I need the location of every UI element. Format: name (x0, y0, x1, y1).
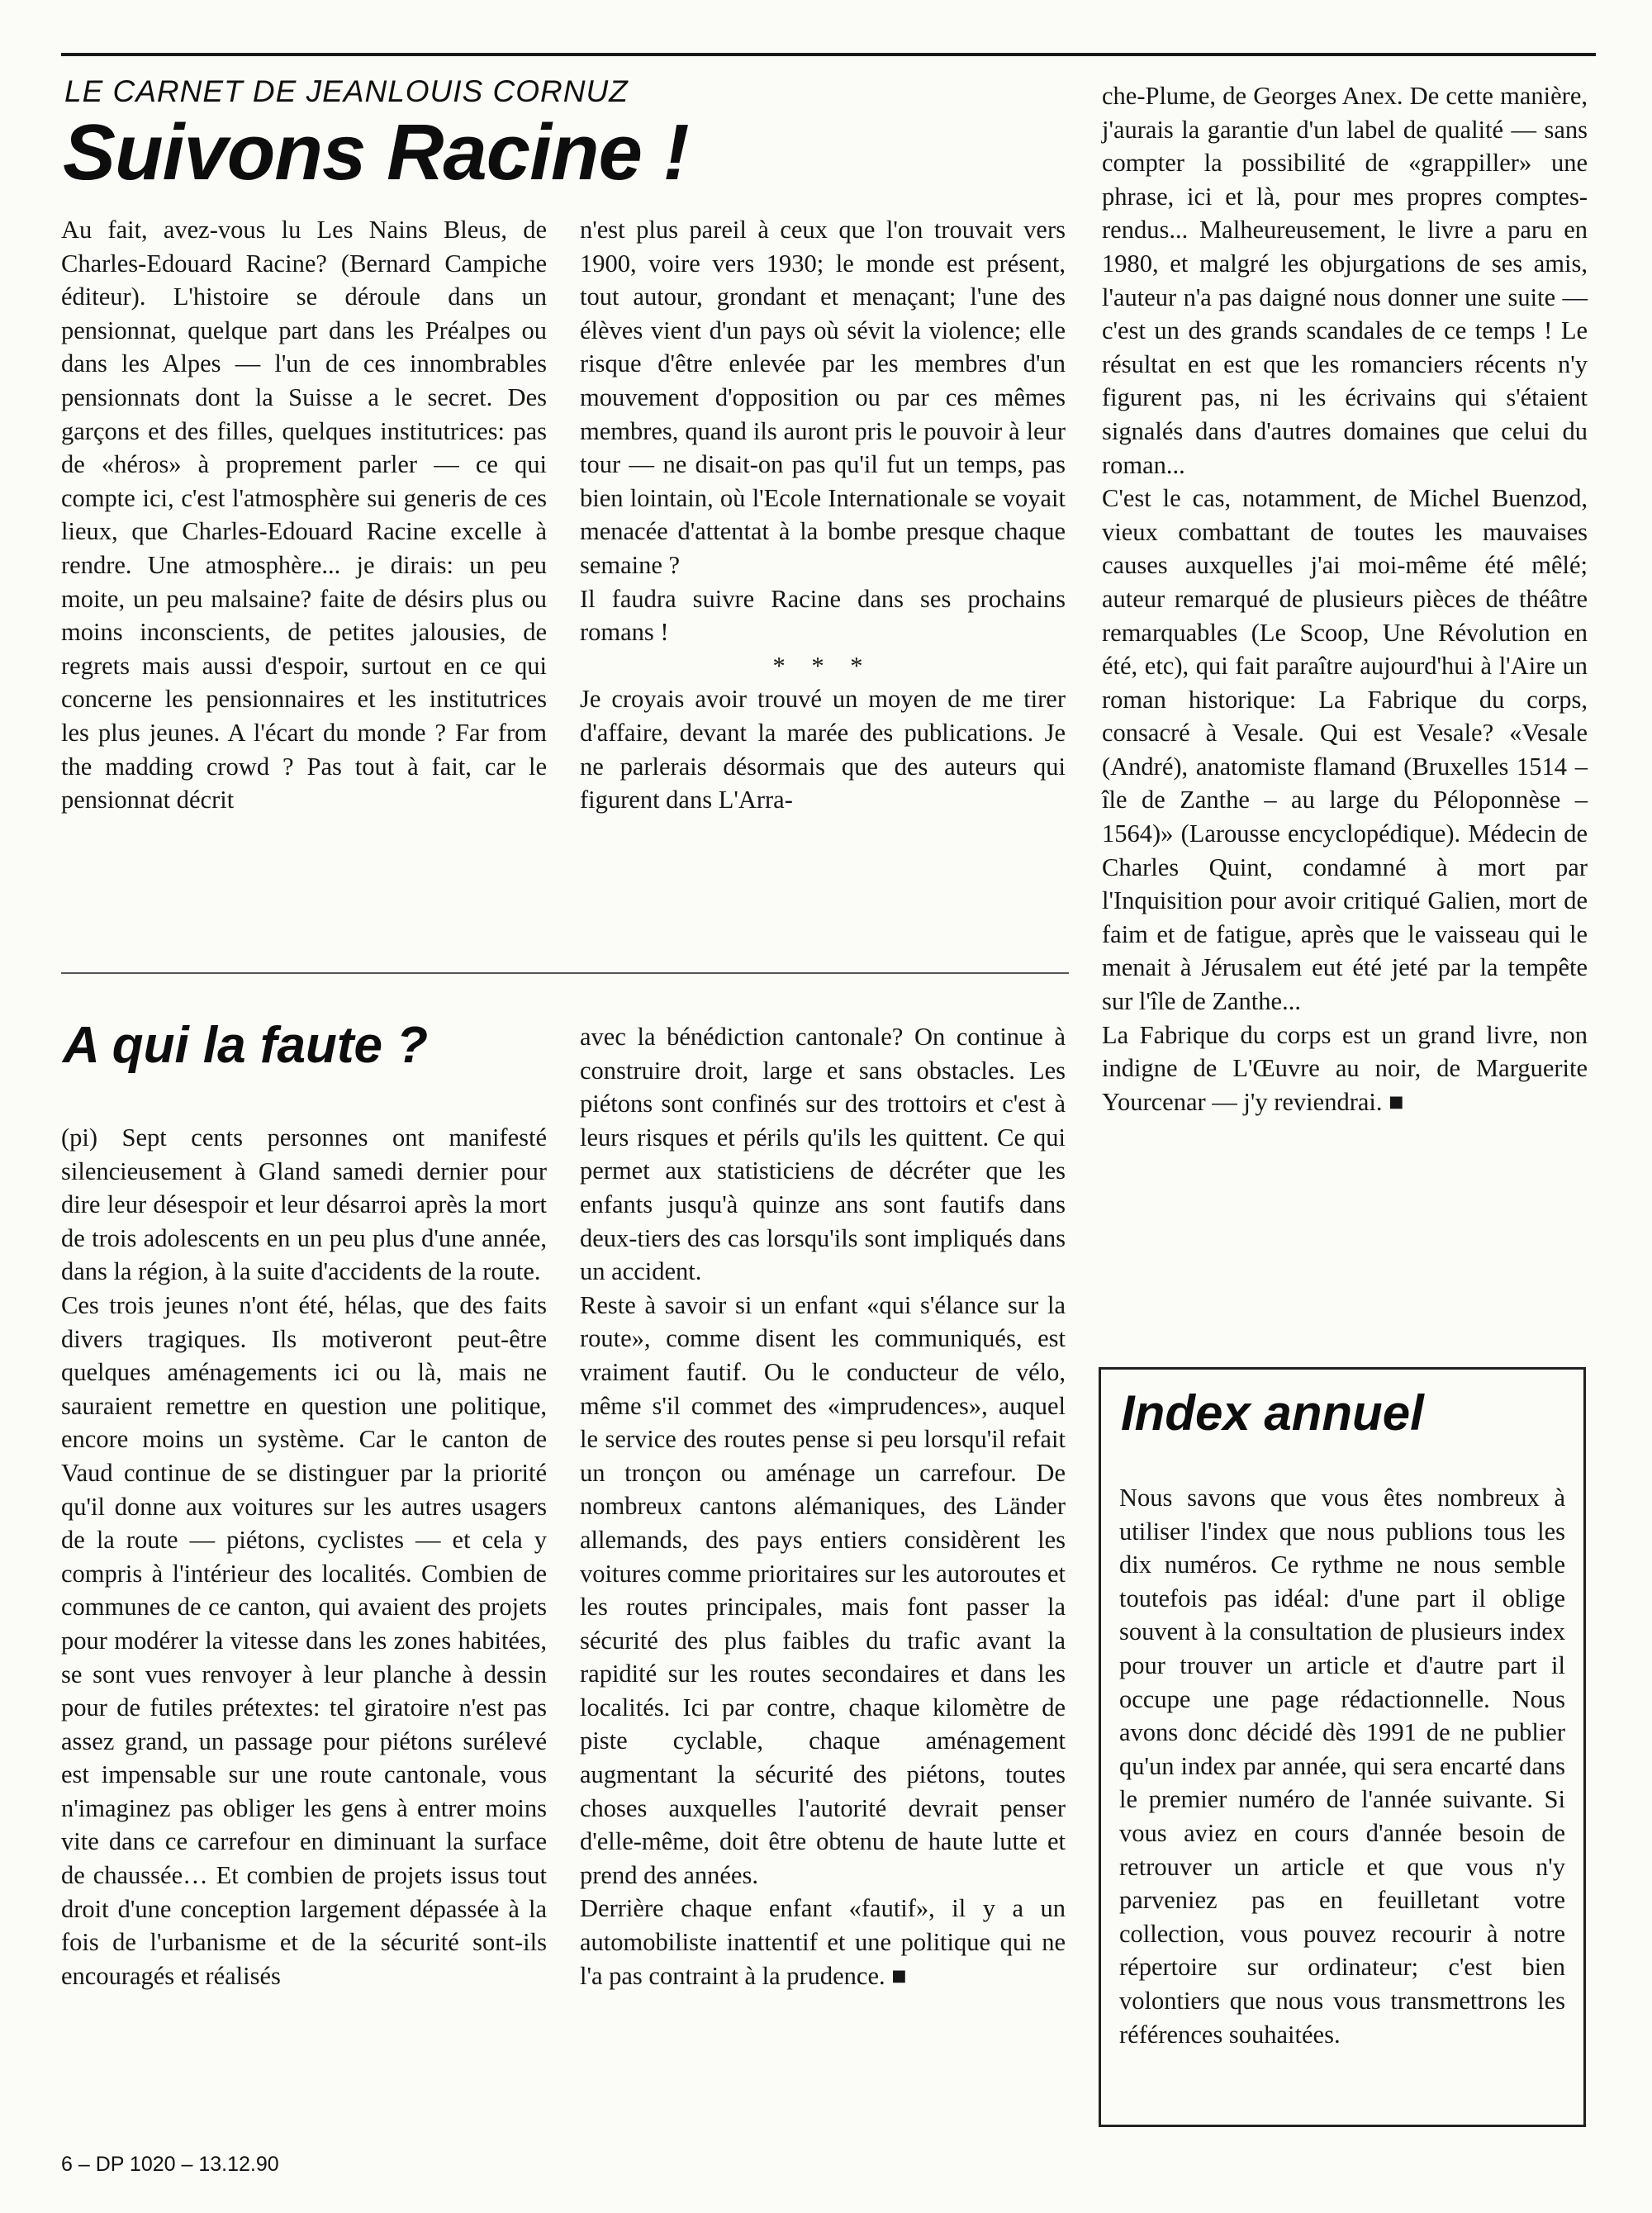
article-title: Suivons Racine ! (63, 108, 689, 197)
paragraph: C'est le cas, notamment, de Michel Buenzod, vieux combattant de toutes les mauvaises causes auxquelles j'ai moi-même été mêlé; auteur remarqué de plusieurs pièces de théâtre remarquables (Le Scoop, Une Révolution en été, etc), qui fait paraître aujourd'hui à l'Aire un roman historique: La Fabrique du corps, consacré à Vesale. Qui est Vesale? «Vesale (André), anatomiste flamand (Bruxelles 1514 – île de Zanthe – au large du Péloponnèse – 1564)» (Larousse encyclopédique). Médecin de Charles Quint, condamné à mort par l'Inquisition pour avoir critiqué Galien, mort de faim et de fatigue, après que le vaisseau qui le menait à Jérusalem eut été jeté par la tempête sur l'île de Zanthe... (1102, 484, 1588, 1016)
section-separator: * * * (772, 651, 873, 680)
faute-column-2 (580, 1020, 1066, 1992)
paragraph: avec la bénédiction cantonale? On continue à construire droit, large et sans obstacles. Les piétons sont confinés sur des trottoirs et c'est à leurs risques et périls qu'ils les quittent. Ce qui permet aux statisticiens de décréter que les enfants jusqu'à quinze ans sont fautifs dans deux-tiers des cas lorsqu'ils sont impliqués dans un accident. (580, 1023, 1066, 1286)
top-rule (61, 53, 1596, 56)
carnet-column-3 (1102, 79, 1588, 1118)
carnet-column-2 (580, 213, 1066, 817)
paragraph: n'est plus pareil à ceux que l'on trouvait vers 1900, voire vers 1930; le monde est présent, tout autour, grondant et menaçant; l'une des élèves vient d'un pays où sévit la violence; elle risque d'être enlevée par les membres d'un mouvement d'opposition ou par ces mêmes membres, quand ils auront pris le pouvoir à leur tour — ne disait-on pas qu'il fut un temps, pas bien lointain, où l'Ecole Internationale se voyait menacée d'attentat à la bombe presque chaque semaine ? (580, 216, 1066, 579)
article-title-faute: A qui la faute ? (63, 1017, 429, 1074)
page-footer: 6 – DP 1020 – 13.12.90 (61, 2153, 279, 2176)
paragraph: che-Plume, de Georges Anex. De cette manière, j'aurais la garantie d'un label de qualité — sans compter la possibilité de «grappiller» une phrase, ici et là, pour mes propres comptes-rendus... Malheureusement, le livre a paru en 1980, et malgré les objurgations de ses amis, l'auteur n'a pas daigné nous donner une suite — c'est un des grands scandales de ce temps ! Le résultat en est que les romanciers récents n'y figurent pas, ni les écrivains qui s'étaient signalés dans d'autres domaines que celui du roman... (1102, 82, 1588, 479)
paragraph: Derrière chaque enfant «fautif», il y a un automobiliste inattentif et une politique qui ne l'a pas contraint à la prudence. ■ (580, 1894, 1066, 1990)
index-box (1099, 1367, 1586, 2127)
paragraph: Ces trois jeunes n'ont été, hélas, que des faits divers tragiques. Ils motiveront peut-être quelques aménagements ici ou là, mais ne sauraient remettre en question une politique, encore moins un système. Car le canton de Vaud continue de se distinguer par la priorité qu'il donne aux voitures sur les autres usagers de la route — piétons, cyclistes — et cela y compris à l'intérieur des localités. Combien de communes de ce canton, qui avaient des projets pour modérer la vitesse dans les zones habitées, se sont vues renvoyer à leur planche à dessin pour de futiles prétextes: tel giratoire n'est pas assez grand, un passage pour piétons surélevé est impensable sur une route cantonale, vous n'imaginez pas obliger les gens à entrer moins vite dans ce carrefour en diminuant la surface de chaussée… Et combien de projets issus tout droit d'une conception largement dépassée à la fois de l'urbanisme et de la sécurité sont-ils encouragés et réalisés (61, 1290, 547, 1990)
paragraph: La Fabrique du corps est un grand livre, non indigne de L'Œuvre au noir, de Marguerite Yourcenar — j'y reviendrai. ■ (1102, 1020, 1588, 1116)
paragraph: (pi) Sept cents personnes ont manifesté silencieusement à Gland samedi dernier pour dire leur désespoir et leur désarroi après la mort de trois adolescents en un peu plus d'une année, dans la région, à la suite d'accidents de la route. (61, 1123, 547, 1286)
index-title: Index annuel (1121, 1385, 1424, 1441)
carnet-column-1 (61, 213, 547, 817)
paragraph: Reste à savoir si un enfant «qui s'élance sur la route», comme disent les communiqués, est vraiment fautif. Ou le conducteur de vélo, même s'il commet des «imprudences», auquel le service des routes pense si peu lorsqu'il refait un tronçon ou aménage un carrefour. De nombreux cantons alémaniques, des Länder allemands, des pays entiers considèrent les voitures comme prioritaires sur les autoroutes et les routes principales, mais font passer la sécurité des plus faibles du trafic avant la rapidité sur les routes secondaires et dans les localités. Ici par contre, chaque kilomètre de piste cyclable, chaque aménagement augmentant la sécurité des piétons, toutes choses auxquelles l'autorité devrait penser d'elle-même, doit être obtenu de haute lutte et prend des années. (580, 1290, 1066, 1889)
paragraph: Je croyais avoir trouvé un moyen de me tirer d'affaire, devant la marée des publications. Je ne parlerais désormais que des auteurs qui figurent dans L'Arra- (580, 685, 1066, 814)
section-divider (61, 972, 1069, 974)
index-text: Nous savons que vous êtes nombreux à utiliser l'index que nous publions tous les dix numéros. Ce rythme ne nous semble toutefois pas idéal: d'une part il oblige souvent à la consultation de plusieurs index pour trouver un article et d'autre part il occupe une page rédactionnelle. Nous avons donc décidé dès 1991 de ne publier qu'un index par année, qui sera encarté dans le premier numéro de l'année suivante. Si vous aviez en cours d'année besoin de retrouver un article et que vous n'y parveniez pas en feuilletant votre collection, vous pouvez recourir à notre répertoire sur ordinateur; c'est bien volontiers que nous vous transmettrons les références souhaitées. (1119, 1484, 1565, 2049)
paragraph: Au fait, avez-vous lu Les Nains Bleus, de Charles-Edouard Racine? (Bernard Campiche éditeur). L'histoire se déroule dans un pensionnat, quelque part dans les Préalpes ou dans les Alpes — l'un de ces innombrables pensionnats dont la Suisse a le secret. Des garçons et des filles, quelques institutrices: pas de «héros» à proprement parler — ce qui compte ici, c'est l'atmosphère sui generis de ces lieux, que Charles-Edouard Racine excelle à rendre. Une atmosphère... je dirais: un peu moite, un peu malsaine? faite de désirs plus ou moins inconscients, de petites jalousies, de regrets mais aussi d'espoir, surtout en ce qui concerne les pensionnaires et les institutrices les plus jeunes. A l'écart du monde ? Far from the madding crowd ? Pas tout à fait, car le pensionnat décrit (61, 216, 547, 814)
paragraph: Il faudra suivre Racine dans ses prochains romans ! (580, 584, 1066, 647)
column-kicker: LE CARNET DE JEANLOUIS CORNUZ (64, 74, 629, 108)
faute-column-1 (61, 1121, 547, 1992)
